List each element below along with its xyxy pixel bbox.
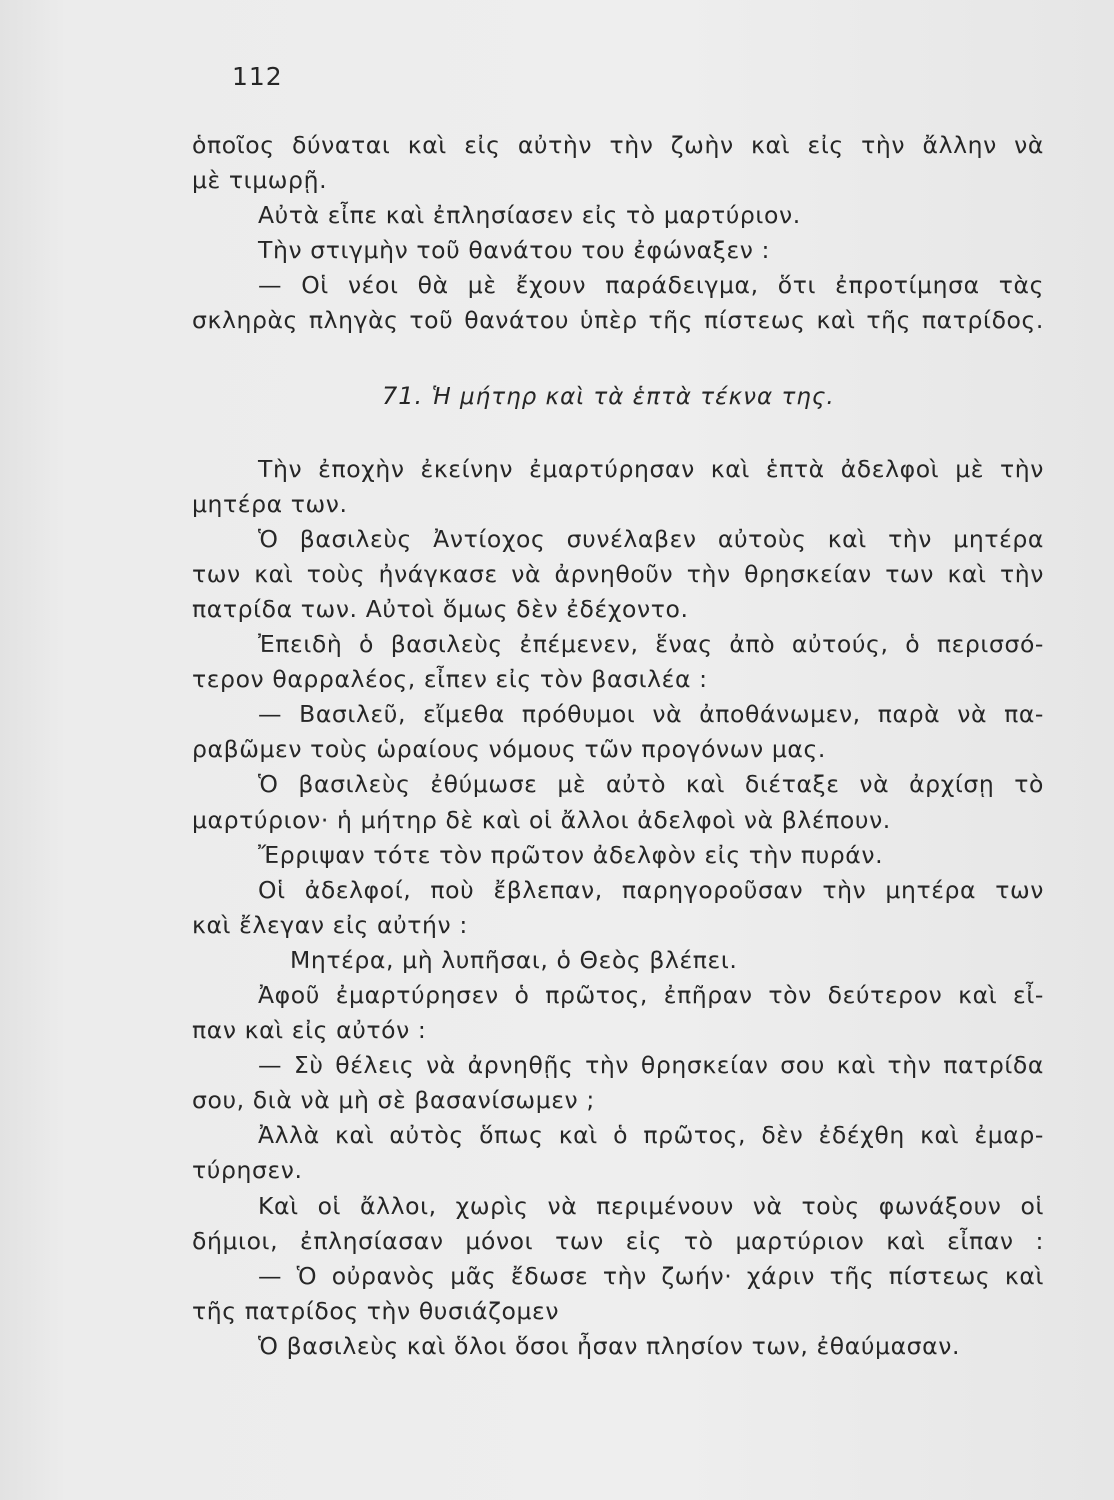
text-line: — Οἱ νέοι θὰ μὲ ἔχουν παράδειγμα, ὅτι ἐπροτίμησα τὰς xyxy=(258,271,1044,300)
text-line: δήμιοι, ἐπλησίασαν μόνοι των εἰς τὸ μαρτύριον καὶ εἶπαν : xyxy=(192,1226,1044,1255)
text-line: παν καὶ εἰς αὐτόν : xyxy=(192,1016,427,1045)
text-line: ραβῶμεν τοὺς ὡραίους νόμους τῶν προγόνων μας. xyxy=(192,735,826,764)
section-number: 71. xyxy=(382,381,424,410)
text-line: Οἱ ἀδελφοί, ποὺ ἔβλεπαν, παρηγοροῦσαν τὴν μητέρα των xyxy=(258,875,1044,904)
text-line: των καὶ τοὺς ἠνάγκασε νὰ ἀρνηθοῦν τὴν θρησκείαν των καὶ τὴν xyxy=(192,559,1044,588)
text-line: μὲ τιμωρῇ. xyxy=(192,166,328,195)
text-line: Ὁ βασιλεὺς Ἀντίοχος συνέλαβεν αὐτοὺς καὶ τὴν μητέρα xyxy=(258,524,1044,553)
text-line: — Βασιλεῦ, εἴμεθα πρόθυμοι νὰ ἀποθάνωμεν, παρὰ νὰ πα- xyxy=(258,700,1044,729)
section-title: Ἡ μήτηρ καὶ τὰ ἑπτὰ τέκνα της. xyxy=(431,383,835,410)
text-line: — Ὁ οὐρανὸς μᾶς ἔδωσε τὴν ζωήν· χάριν τῆς πίστεως καὶ xyxy=(258,1261,1044,1290)
text-line: Ἀφοῦ ἐμαρτύρησεν ὁ πρῶτος, ἐπῆραν τὸν δεύτερον καὶ εἶ- xyxy=(258,980,1044,1009)
text-line: τύρησεν. xyxy=(192,1156,303,1185)
text-line: Ὁ βασιλεὺς ἐθύμωσε μὲ αὐτὸ καὶ διέταξε νὰ ἀρχίσῃ τὸ xyxy=(258,770,1044,799)
text-line: Ἀλλὰ καὶ αὐτὸς ὅπως καὶ ὁ πρῶτος, δὲν ἐδέχθη καὶ ἐμαρ- xyxy=(258,1121,1044,1150)
text-line: Ἔρριψαν τότε τὸν πρῶτον ἀδελφὸν εἰς τὴν πυράν. xyxy=(258,840,884,869)
text-line: Ὁ βασιλεὺς καὶ ὅλοι ὅσοι ἦσαν πλησίον των, ἐθαύμασαν. xyxy=(258,1331,961,1360)
text-line: μητέρα των. xyxy=(192,489,348,518)
text-line: Καὶ οἱ ἄλλοι, χωρὶς νὰ περιμένουν νὰ τοὺς φωνάξουν οἱ xyxy=(258,1191,1044,1220)
text-line: Αὐτὰ εἶπε καὶ ἐπλησίασεν εἰς τὸ μαρτύριον. xyxy=(258,201,801,230)
text-line: Τὴν στιγμὴν τοῦ θανάτου του ἐφώναξεν : xyxy=(258,236,771,265)
text-line: τερον θαρραλέος, εἶπεν εἰς τὸν βασιλέα : xyxy=(192,665,708,694)
page-number: 112 xyxy=(232,62,283,91)
text-line: σου, διὰ νὰ μὴ σὲ βασανίσωμεν ; xyxy=(192,1086,595,1115)
text-line: Ἐπειδὴ ὁ βασιλεὺς ἐπέμενεν, ἕνας ἀπὸ αὐτούς, ὁ περισσό- xyxy=(258,630,1044,659)
text-line: — Σὺ θέλεις νὰ ἀρνηθῇς τὴν θρησκείαν σου καὶ τὴν πατρίδα xyxy=(258,1051,1044,1080)
text-line: μαρτύριον· ἡ μήτηρ δὲ καὶ οἱ ἄλλοι ἀδελφοὶ νὰ βλέπουν. xyxy=(192,805,891,834)
text-line: ὁποῖος δύναται καὶ εἰς αὐτὴν τὴν ζωὴν καὶ εἰς τὴν ἄλλην νὰ xyxy=(192,131,1044,159)
body-text xyxy=(192,128,1044,1364)
text-line: καὶ ἔλεγαν εἰς αὐτήν : xyxy=(192,910,468,939)
text-line: Μητέρα, μὴ λυπῆσαι, ὁ Θεὸς βλέπει. xyxy=(290,945,738,974)
text-line: Τὴν ἐποχὴν ἐκείνην ἐμαρτύρησαν καὶ ἑπτὰ ἀδελφοὶ μὲ τὴν xyxy=(258,454,1044,483)
text-line: σκληρὰς πληγὰς τοῦ θανάτου ὑπὲρ τῆς πίστεως καὶ τῆς πατρίδος. xyxy=(192,306,1044,335)
section-heading xyxy=(192,379,1044,414)
text-line: πατρίδα των. Αὐτοὶ ὅμως δὲν ἐδέχοντο. xyxy=(192,594,689,623)
text-line: τῆς πατρίδος τὴν θυσιάζομεν xyxy=(192,1296,560,1325)
